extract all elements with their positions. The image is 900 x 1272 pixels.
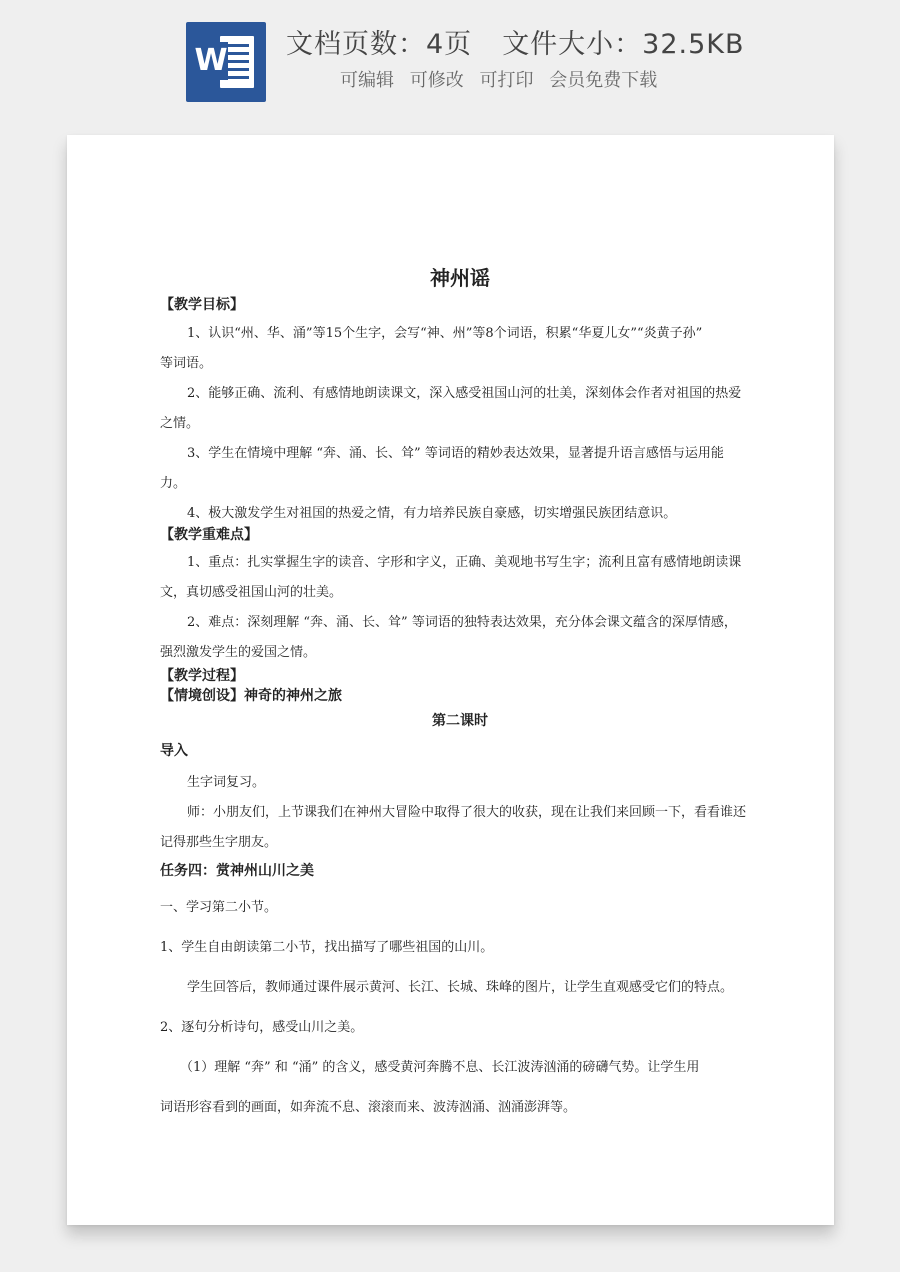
sub-1-line-1: （1）理解 “奔” 和 “涌” 的含义，感受黄河奔腾不息、长江波涛汹涌的磅礴气势。让学生用	[180, 1060, 700, 1075]
lesson-heading: 第二课时	[432, 713, 488, 729]
analyze-task: 2、逐句分析诗句，感受山川之美。	[160, 1020, 364, 1035]
goal-4: 4、极大激发学生对祖国的热爱之情，有力培养民族自豪感，切实增强民族团结意识。	[187, 506, 677, 521]
file-size: 文件大小：32.5KB	[502, 29, 745, 60]
goal-3-line-2: 力。	[160, 476, 187, 491]
read-task: 1、学生自由朗读第二小节，找出描写了哪些祖国的山川。	[160, 940, 494, 955]
teacher-line-1: 师：小朋友们，上节课我们在神州大冒险中取得了很大的收获，现在让我们来回顾一下，看看谁还	[187, 805, 747, 820]
document-page	[67, 135, 834, 1225]
teacher-line-2: 记得那些生字朋友。	[160, 835, 278, 850]
goal-2-line-2: 之情。	[160, 416, 200, 431]
heading-scene: 【情境创设】神奇的神州之旅	[160, 688, 342, 704]
word-letter: W	[194, 43, 228, 78]
feature-modifiable: 可修改	[409, 70, 464, 91]
feature-list	[340, 66, 667, 92]
step-1: 一、学习第二小节。	[160, 900, 278, 915]
feature-editable: 可编辑	[340, 70, 394, 91]
feature-free-download: 会员免费下载	[549, 70, 658, 91]
heading-intro: 导入	[160, 743, 188, 759]
goal-2-line-1: 2、能够正确、流利、有感情地朗读课文，深入感受祖国山河的壮美，深刻体会作者对祖国的热爱	[187, 386, 742, 401]
heading-process: 【教学过程】	[160, 668, 244, 684]
goal-3-line-1: 3、学生在情境中理解 “奔、涌、长、耸” 等词语的精妙表达效果，显著提升语言感悟与运用能	[187, 446, 724, 461]
file-info	[286, 22, 745, 61]
key-2-line-2: 强烈激发学生的爱国之情。	[160, 645, 317, 660]
doc-title: 神州谣	[430, 266, 490, 290]
page-count: 文档页数：4页	[286, 29, 473, 60]
key-1-line-2: 文，真切感受祖国山河的壮美。	[160, 585, 343, 600]
heading-key-points: 【教学重难点】	[160, 527, 258, 543]
key-2-line-1: 2、难点：深刻理解 “奔、涌、长、耸” 等词语的独特表达效果，充分体会课文蕴含的深厚情感，	[187, 615, 737, 630]
answer-text: 学生回答后，教师通过课件展示黄河、长江、长城、珠峰的图片，让学生直观感受它们的特点。	[187, 980, 734, 995]
key-1-line-1: 1、重点：扎实掌握生字的读音、字形和字义，正确、美观地书写生字；流利且富有感情地朗读课	[187, 555, 742, 570]
sub-1-line-2: 词语形容看到的画面，如奔流不息、滚滚而来、波涛汹涌、汹涌澎湃等。	[160, 1100, 577, 1115]
heading-task-4: 任务四：赏神州山川之美	[160, 863, 314, 879]
goal-1-line-1: 1、认识“州、华、涌”等15个生字，会写“神、州”等8个词语，积累“华夏儿女”“炎黄子孙”	[187, 326, 703, 341]
review-text: 生字词复习。	[187, 775, 266, 790]
heading-goals: 【教学目标】	[160, 297, 244, 313]
goal-1-line-2: 等词语。	[160, 356, 213, 371]
download-banner	[0, 0, 900, 120]
feature-printable: 可打印	[479, 70, 534, 91]
word-doc-icon	[186, 22, 266, 102]
